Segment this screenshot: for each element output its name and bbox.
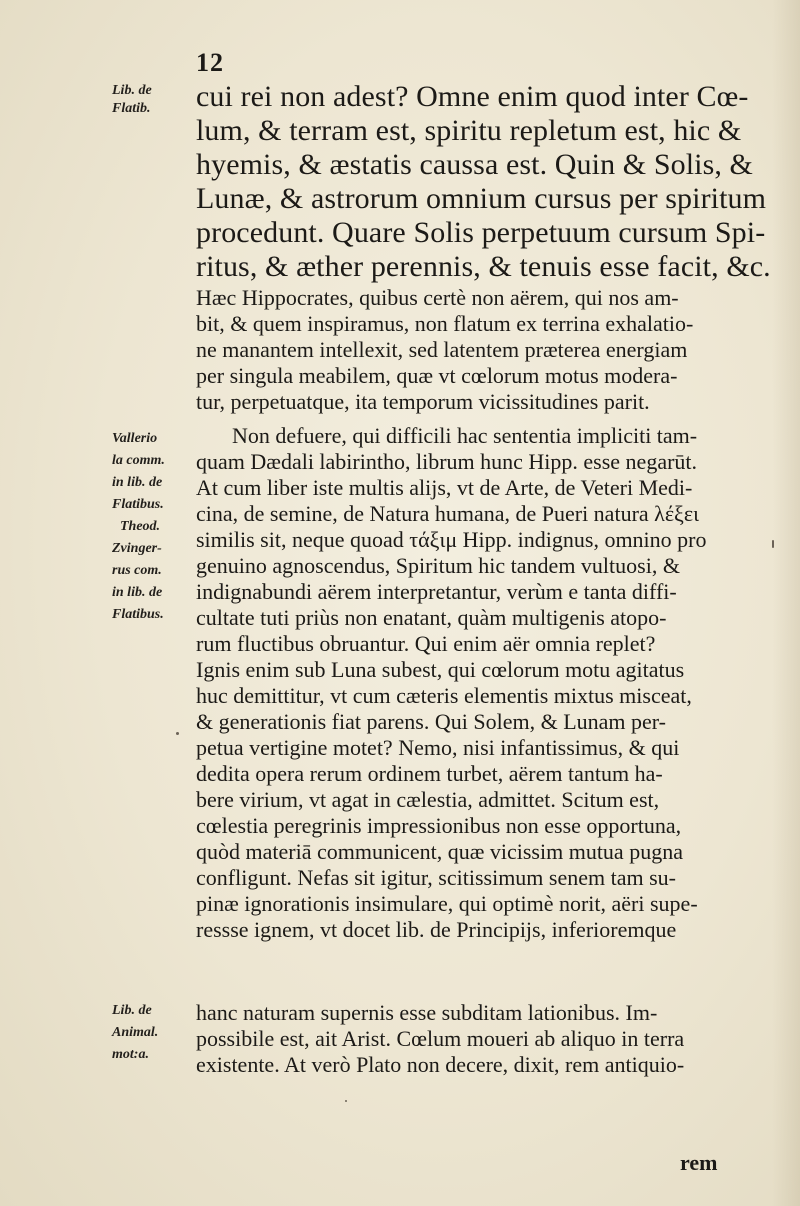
text-line: Lunæ, & astrorum omnium cursus per spiritum xyxy=(196,182,767,215)
margin-note-line: Flatibus. xyxy=(112,497,164,512)
margin-note-line: in lib. de xyxy=(112,585,163,600)
text-line: tur, perpetuatque, ita temporum vicissitudines parit. xyxy=(196,389,650,414)
margin-note-line: mot:a. xyxy=(112,1047,149,1062)
page-number: 12 xyxy=(196,48,224,77)
text-line: rum fluctibus obruantur. Qui enim aër omnia replet? xyxy=(196,631,656,656)
text-line: cui rei non adest? Omne enim quod inter Cœ- xyxy=(196,80,749,113)
page-edge-shadow xyxy=(772,0,800,1206)
margin-note-line: rus com. xyxy=(112,563,162,578)
margin-note-line: Flatib. xyxy=(112,101,151,116)
text-line: hyemis, & æstatis caussa est. Quin & Solis, & xyxy=(196,148,753,181)
text-line: similis sit, neque quoad τάξιμ Hipp. indignus, omnino pro xyxy=(196,527,707,552)
text-line: dedita opera rerum ordinem turbet, aërem tantum ha- xyxy=(196,761,663,786)
text-line: Non defuere, qui difficili hac sententia impliciti tam- xyxy=(232,423,698,448)
margin-note-lib-de-animal xyxy=(112,1000,158,1066)
text-line: quòd materiā communicent, quæ vicissim mutua pugna xyxy=(196,839,683,864)
text-line: Hæc Hippocrates, quibus certè non aërem, qui nos am- xyxy=(196,285,679,310)
margin-note-line: in lib. de xyxy=(112,475,163,490)
text-line: possibile est, ait Arist. Cœlum moueri ab aliquo in terra xyxy=(196,1026,685,1051)
margin-note-vallerio xyxy=(112,428,165,626)
text-line: per singula meabilem, quæ vt cœlorum motus modera- xyxy=(196,363,678,388)
margin-note-line: Flatibus. xyxy=(112,607,164,622)
margin-note-line: la comm. xyxy=(112,453,165,468)
text-line: hanc naturam supernis esse subditam lationibus. Im- xyxy=(196,1000,658,1025)
text-line: & generationis fiat parens. Qui Solem, & Lunam per- xyxy=(196,709,666,734)
margin-note-line: Theod. xyxy=(120,519,161,534)
text-line: huc demittitur, vt cum cæteris elementis mixtus misceat, xyxy=(196,683,692,708)
text-line: procedunt. Quare Solis perpetuum cursum Spi- xyxy=(196,216,766,249)
margin-note-line: Animal. xyxy=(112,1025,159,1040)
ink-speck xyxy=(345,1100,347,1102)
text-line: petua vertigine motet? Nemo, nisi infantissimus, & qui xyxy=(196,735,680,760)
text-line: existente. At verò Plato non decere, dixit, rem antiquio- xyxy=(196,1052,685,1077)
text-line: bere virium, vt agat in cælestia, admittet. Scitum est, xyxy=(196,787,660,812)
text-line: genuino agnoscendus, Spiritum hic tandem vultuosi, & xyxy=(196,553,680,578)
margin-note-line: Vallerio xyxy=(112,431,158,446)
text-line: ne manantem intellexit, sed latentem præterea energiam xyxy=(196,337,688,362)
text-line: lum, & terram est, spiritu repletum est, hic & xyxy=(196,114,742,147)
catchword: rem xyxy=(680,1150,718,1175)
margin-note-lib-de-flatibus xyxy=(112,82,152,118)
margin-note-line: Zvinger- xyxy=(112,541,162,556)
text-line: bit, & quem inspiramus, non flatum ex terrina exhalatio- xyxy=(196,311,694,336)
margin-note-line: Lib. de xyxy=(112,83,152,98)
text-line: Ignis enim sub Luna subest, qui cœlorum motu agitatus xyxy=(196,657,685,682)
text-line: ritus, & æther perennis, & tenuis esse facit, &c. xyxy=(196,250,771,283)
ink-speck xyxy=(176,732,179,735)
text-line: cultate tuti priùs non enatant, quàm multigenis atopo- xyxy=(196,605,667,630)
text-line: ressse ignem, vt docet lib. de Principijs, inferioremque xyxy=(196,917,677,942)
text-line: indignabundi aërem interpretantur, verùm e tanta diffi- xyxy=(196,579,677,604)
margin-note-line: Lib. de xyxy=(112,1003,152,1018)
text-line: cina, de semine, de Natura humana, de Pueri natura λέξει xyxy=(196,501,700,526)
text-line: cœlestia peregrinis impressionibus non esse opportuna, xyxy=(196,813,682,838)
text-line: pinæ ignorationis insimulare, qui optimè norit, aëri supe- xyxy=(196,891,698,916)
text-line: At cum liber iste multis alijs, vt de Arte, de Veteri Medi- xyxy=(196,475,693,500)
text-line: quam Dædali labirintho, librum hunc Hipp. esse negarūt. xyxy=(196,449,698,474)
text-line: confligunt. Nefas sit igitur, scitissimum senem tam su- xyxy=(196,865,677,890)
